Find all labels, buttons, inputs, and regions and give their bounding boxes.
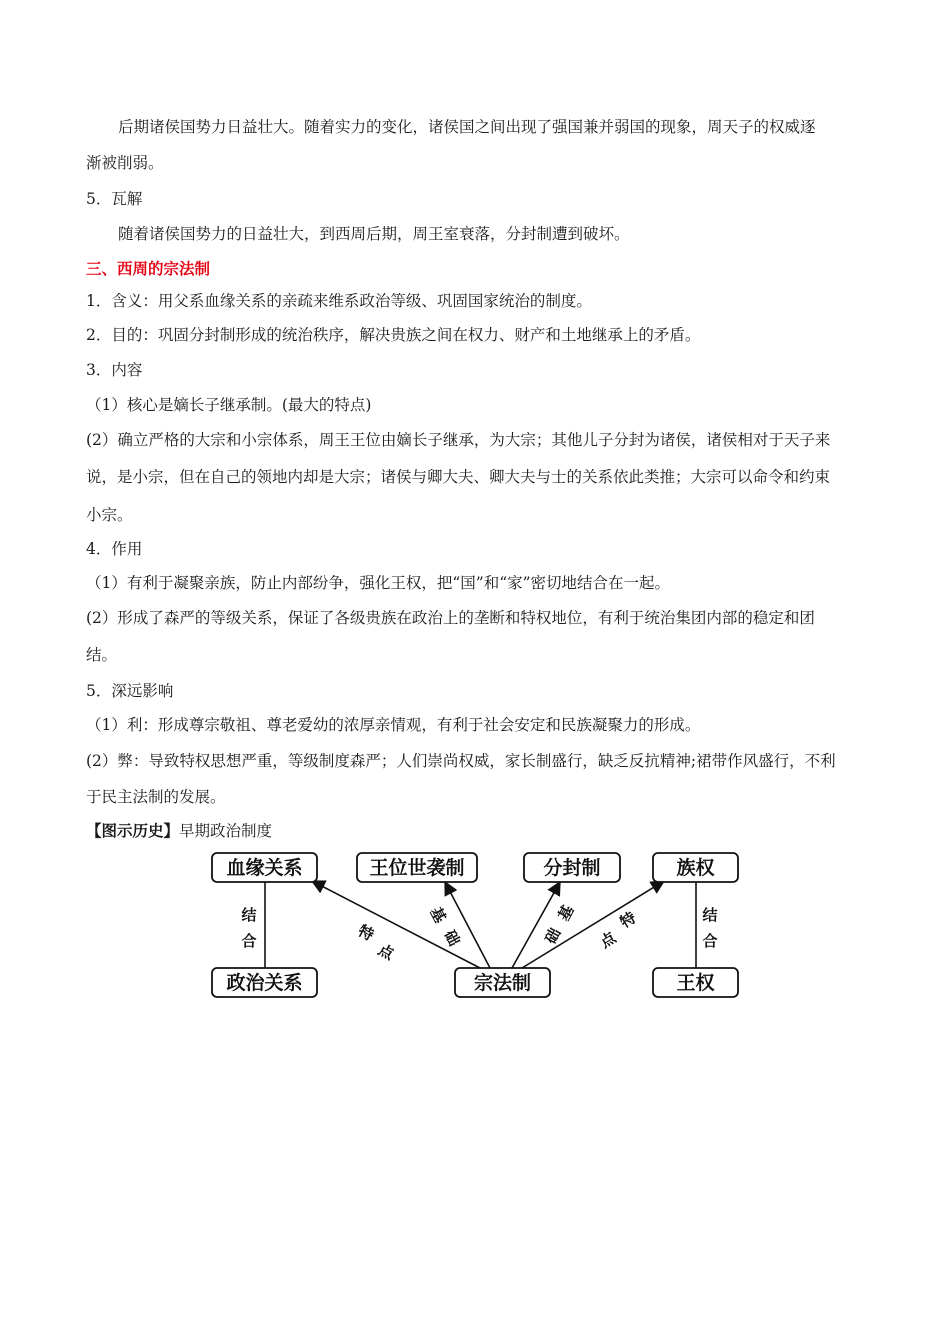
svg-text:合: 合 — [702, 932, 718, 950]
paragraph: 小宗。 — [86, 506, 133, 524]
arrow-to-fenfeng — [512, 882, 560, 968]
label-left-jiehe — [238, 902, 262, 952]
svg-text:血缘关系: 血缘关系 — [226, 857, 303, 879]
node-wangquan — [653, 968, 738, 997]
svg-text:族权: 族权 — [676, 857, 715, 879]
svg-text:特: 特 — [355, 921, 377, 945]
svg-text:结: 结 — [241, 906, 257, 924]
paragraph: 1．含义：用父系血缘关系的亲疏来维系政治等级、巩固国家统治的制度。 — [86, 292, 592, 310]
label-tedian-left — [355, 922, 398, 964]
node-wangwei — [357, 853, 477, 882]
section-heading: 4．作用 — [86, 540, 143, 558]
svg-text:结: 结 — [702, 906, 718, 924]
paragraph: 结。 — [86, 646, 118, 664]
caption-title: 早期政治制度 — [179, 822, 273, 840]
paragraph: 说，是小宗，但在自己的领地内却是大宗；诸侯与卿大夫、卿大夫与士的关系依此类推；大宗可以命令和约束 — [86, 468, 831, 486]
svg-text:基: 基 — [554, 902, 578, 924]
node-zongfa — [455, 968, 550, 997]
svg-text:特: 特 — [616, 908, 640, 932]
svg-text:分封制: 分封制 — [543, 857, 601, 879]
arrow-to-wangwei — [445, 882, 490, 968]
svg-text:基: 基 — [426, 904, 450, 926]
list-item: （1）利：形成尊宗敬祖、尊老爱幼的浓厚亲情观，有利于社会安定和民族凝聚力的形成。 — [86, 716, 701, 734]
list-item: (2）形成了森严的等级关系，保证了各级贵族在政治上的垄断和特权地位，有利于统治集团内部的稳定和团 — [86, 609, 815, 627]
section-heading: 5．瓦解 — [86, 190, 143, 208]
paragraph: 后期诸侯国势力日益壮大。随着实力的变化，诸侯国之间出现了强国兼并弱国的现象，周天子的权威逐 — [118, 118, 816, 136]
paragraph: 2．目的：巩固分封制形成的统治秩序，解决贵族之间在权力、财产和土地继承上的矛盾。 — [86, 326, 701, 344]
paragraph: 渐被削弱。 — [86, 154, 164, 172]
label-tedian-right — [597, 908, 639, 951]
arrow-to-xueyuan — [312, 881, 480, 968]
arrow-to-zuquan — [522, 881, 664, 968]
node-zhengzhi — [212, 968, 317, 997]
node-xueyuan — [212, 853, 317, 882]
list-item: (2）确立严格的大宗和小宗体系，周王王位由嫡长子继承，为大宗；其他儿子分封为诸侯，诸侯相对于天子来 — [86, 431, 831, 449]
svg-text:宗法制: 宗法制 — [473, 972, 532, 994]
paragraph: 于民主法制的发展。 — [86, 788, 226, 806]
node-fenfeng — [524, 853, 620, 882]
svg-text:王位世袭制: 王位世袭制 — [369, 857, 465, 879]
node-zuquan — [653, 853, 738, 882]
svg-text:础: 础 — [541, 925, 565, 947]
section-heading: 3．内容 — [86, 361, 143, 379]
svg-text:合: 合 — [241, 932, 257, 950]
list-item: （1）有利于凝聚亲族，防止内部纷争，强化王权，把“国”和“家”密切地结合在一起。 — [86, 574, 671, 592]
chapter-heading: 三、西周的宗法制 — [86, 259, 211, 278]
label-right-jiehe — [698, 902, 722, 952]
svg-text:点: 点 — [375, 940, 397, 964]
label-jichu-right — [542, 902, 578, 947]
svg-text:础: 础 — [440, 927, 464, 949]
section-heading: 5．深远影响 — [86, 682, 174, 700]
caption-label: 【图示历史】 — [86, 821, 180, 840]
svg-text:政治关系: 政治关系 — [226, 972, 303, 994]
svg-text:点: 点 — [596, 928, 620, 952]
label-jichu-left — [427, 904, 464, 949]
paragraph: 随着诸侯国势力的日益壮大，到西周后期，周王室衰落，分封制遭到破坏。 — [118, 225, 630, 243]
svg-text:王权: 王权 — [676, 972, 715, 994]
list-item: (2）弊：导致特权思想严重，等级制度森严；人们崇尚权威，家长制盛行，缺乏反抗精神;裙带作风盛行，不利 — [86, 752, 836, 770]
list-item: （1）核心是嫡长子继承制。(最大的特点) — [86, 396, 372, 414]
